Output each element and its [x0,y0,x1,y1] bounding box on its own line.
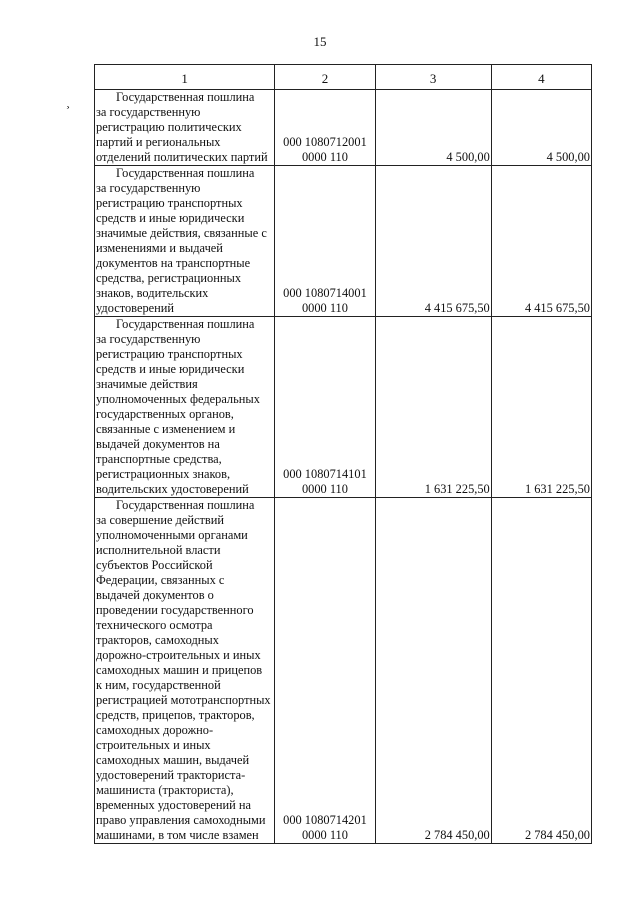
table-row [95,317,592,498]
row-name [95,166,275,317]
row-name-first: Государственная пошлина [116,317,255,331]
row-col4: 4 415 675,50 [491,166,591,317]
header-col-3: 3 [375,65,491,90]
margin-mark: ¸ [66,95,70,109]
table-row [95,90,592,166]
row-name-rest: за государственную регистрацию транспортных средств и иные юридически значимые действия уполномоченных федеральных государственных органов, связанные с изменением и выдачей документов на транспортные средства, регистрационных знаков, водительских удостоверений [96,332,260,496]
header-col-4: 4 [491,65,591,90]
row-code: 000 1080712001 0000 110 [275,90,375,166]
page-number: 15 [313,34,327,49]
row-name [95,498,275,844]
row-col4: 4 500,00 [491,90,591,166]
row-name-rest: за государственную регистрацию транспортных средств и иные юридически значимые действия, связанные с изменениями и выдачей документов на транспортные средства, регистрационных знаков, водительских удостоверений [96,181,267,315]
row-col3: 4 415 675,50 [375,166,491,317]
row-code: 000 1080714101 0000 110 [275,317,375,498]
row-col4: 2 784 450,00 [491,498,591,844]
table-row [95,498,592,844]
row-col4: 1 631 225,50 [491,317,591,498]
header-col-1: 1 [95,65,275,90]
row-col3: 1 631 225,50 [375,317,491,498]
row-col3: 2 784 450,00 [375,498,491,844]
row-name [95,90,275,166]
row-col3: 4 500,00 [375,90,491,166]
budget-table [94,64,592,844]
row-name-first: Государственная пошлина [116,498,255,512]
row-code: 000 1080714201 0000 110 [275,498,375,844]
row-name-rest: за государственную регистрацию политических партий и региональных отделений политических партий [96,105,268,164]
table-row [95,166,592,317]
row-name-first: Государственная пошлина [116,90,255,104]
header-row [95,65,592,90]
row-name [95,317,275,498]
row-code: 000 1080714001 0000 110 [275,166,375,317]
header-col-2: 2 [275,65,375,90]
row-name-first: Государственная пошлина [116,166,255,180]
row-name-rest: за совершение действий уполномоченными органами исполнительной власти субъектов Российской Федерации, связанных с выдачей документов о проведении государственного технического осмотра тракторов, самоходных дорожно-строительных и иных самоходных машин и прицепов к ним, государственной регистрацией мототранспортных средств, прицепов, тракторов, самоходных дорожно- строительных и иных самоходных машин, выдачей удостоверений тракториста- машиниста (тракториста), временных удостоверений на право управления самоходными машинами, в том числе взамен [96,513,271,842]
